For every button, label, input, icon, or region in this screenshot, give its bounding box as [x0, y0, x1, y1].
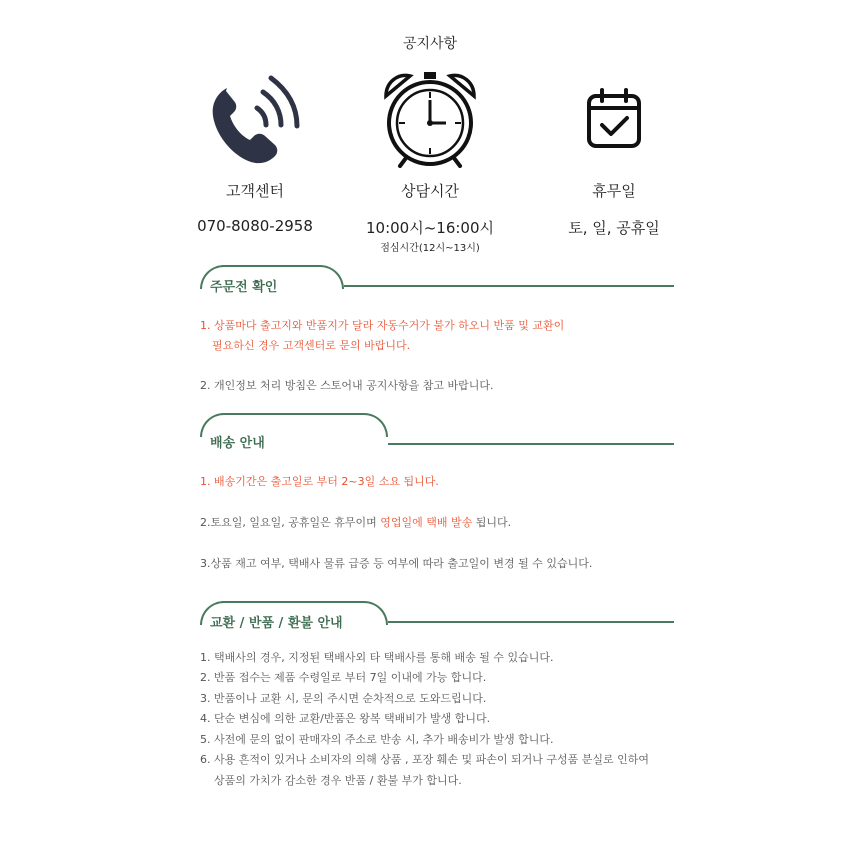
notice-line: 3.상품 재고 여부, 택배사 물류 급증 등 여부에 따라 출고일이 변경 될 수 있습니다. [200, 557, 593, 570]
notice-line: 상품의 가치가 감소한 경우 반품 / 환불 부가 합니다. [214, 774, 462, 787]
notice-line: 4. 단순 변심에 의한 교환/반품은 왕복 택배비가 발생 합니다. [200, 712, 491, 725]
notice-line: 6. 사용 흔적이 있거나 소비자의 의해 상품 , 포장 훼손 및 파손이 되거나 구성품 분실로 인하여 [200, 753, 649, 766]
info-label-holiday: 휴무일 [592, 182, 636, 200]
info-label-customer-center: 고객센터 [226, 182, 284, 200]
notice-highlight: 영업일에 택배 발송 [380, 516, 473, 529]
calendar-check-icon [585, 88, 643, 154]
notice-text: 2.토요일, 일요일, 공휴일은 휴무이며 [200, 516, 381, 529]
notice-line: 2. 개인정보 처리 방침은 스토어내 공지사항을 참고 바랍니다. [200, 379, 494, 392]
section-title: 교환 / 반품 / 환불 안내 [210, 616, 343, 631]
notice-line: 1. 상품마다 출고지와 반품지가 달라 자동수거가 불가 하오니 반품 및 교환이 [200, 319, 565, 332]
info-value-phone: 070-8080-2958 [197, 217, 313, 235]
notice-line [200, 514, 511, 530]
notice-line: 필요하신 경우 고객센터로 문의 바랍니다. [212, 339, 411, 352]
notice-line: 5. 사전에 문의 없이 판매자의 주소로 반송 시, 추가 배송비가 발생 합니다. [200, 733, 554, 746]
notice-line: 3. 반품이나 교환 시, 문의 주시면 순차적으로 도와드립니다. [200, 692, 487, 705]
notice-line: 1. 배송기간은 출고일로 부터 2~3일 소요 됩니다. [200, 475, 439, 488]
notice-text: 됩니다. [472, 516, 512, 529]
info-sub-lunch: 점심시간(12시~13시) [380, 243, 480, 254]
page-title: 공지사항 [402, 36, 458, 52]
section-title: 주문전 확인 [210, 280, 278, 295]
info-value-holiday: 토, 일, 공휴일 [568, 219, 660, 237]
info-label-consult-hours: 상담시간 [401, 182, 459, 200]
info-value-hours: 10:00시~16:00시 [365, 219, 494, 237]
phone-icon [205, 70, 305, 174]
notice-line: 2. 반품 접수는 제품 수령일로 부터 7일 이내에 가능 합니다. [200, 671, 487, 684]
alarm-clock-icon [382, 70, 478, 172]
section-title: 배송 안내 [210, 436, 265, 451]
notice-line: 1. 택배사의 경우, 지정된 택배사외 타 택배사를 통해 배송 될 수 있습니다. [200, 651, 554, 664]
